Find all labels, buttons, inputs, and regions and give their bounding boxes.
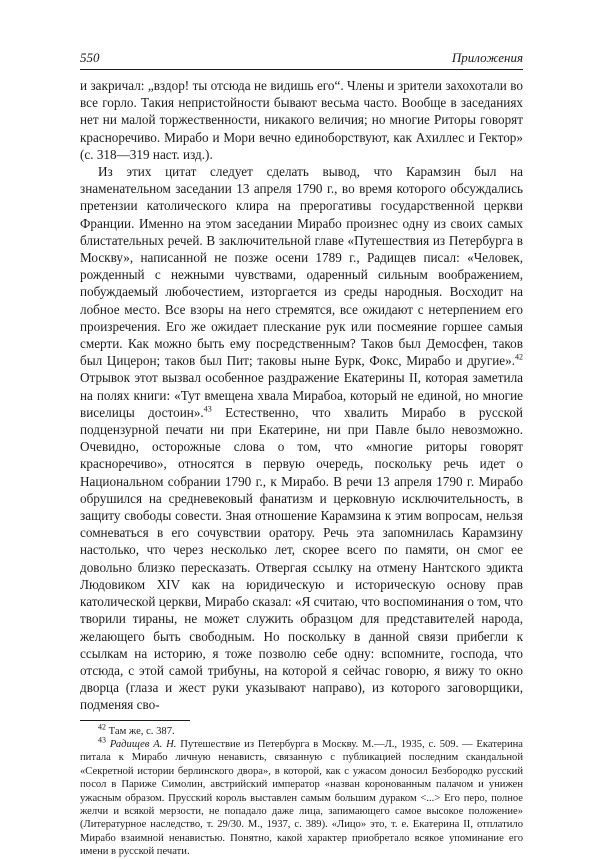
book-page — [80, 50, 523, 859]
footnote-rule — [80, 720, 190, 721]
paragraph-2 — [80, 163, 523, 714]
paragraph-2-part-b: Отрывок этот вызвал особенное раздражение Екатерины II, которая заметила на полях книги: «Тут вмещена хвала Мирабоа, который не единой, но многие виселицы достоин». — [80, 370, 523, 420]
footnotes — [80, 721, 523, 859]
paragraph-1: и закричал: „вздор! ты отсюда не видишь его“. Члены и зрители захохотали во все горло. Такия непристойности бывают весьма часто. Вообще в заседаниях нет ни малой торжественности, никакого величия; но многие Риторы говорят красноречиво. Мирабо и Мори вечно единоборствуют, как Ахиллес и Гектор» (с. 318—319 наст. изд.). — [80, 78, 523, 162]
header-rule — [80, 69, 523, 70]
paragraph-2-part-c: Естественно, что хвалить Мирабо в русской подцензурной печати ни при Екатерине, ни при Павле было невозможно. Очевидно, осторожные слова о том, что «многие риторы говорят красноречиво», относятся в первую очередь, поскольку речь идет о Национальном собрании 1790 г., к Мирабо. В речи 13 апреля 1790 г. Мирабо обрушился на средневековый фанатизм и церковную исключительность, в защиту свободы совести. Зная отношение Карамзина к этим вопросам, нельзя сомневаться в его сочувствии оратору. Речь эта запомнилась Карамзину настолько, что через несколько лет, скорее всего по памяти, он смог ее довольно близко пересказать. Отвергая ссылку на отмену Нантского эдикта Людовиком XIV как на юридическую и историческую основу прав католической церкви, Мирабо сказал: «Я считаю, что воспоминания о том, что творили тираны, не может служить образцом для представителей народа, желающего быть свободным. Но поскольку в данной связи прибегли к ссылкам на историю, я тоже позволю себе одну: вспомните, господа, что отсюда, с этой самой трибуны, на которой я сейчас говорю, я вижу то окно дворца (глаза и жест руки указывают направо), из которого заговорщики, подменяя сво- — [80, 404, 523, 713]
main-text — [80, 77, 523, 714]
footnote-ref-43: 43 — [203, 404, 212, 414]
page-number: 550 — [80, 50, 100, 65]
footnote-42-text: Там же, с. 387. — [108, 725, 175, 737]
section-title: Приложения — [451, 50, 523, 65]
footnote-ref-42: 42 — [515, 352, 523, 362]
footnote-43 — [80, 735, 523, 859]
footnote-43-mark: 43 — [98, 735, 106, 745]
footnote-42-mark: 42 — [98, 721, 106, 731]
footnote-43-text: Путешествие из Петербурга в Москву. М.—Л., 1935, с. 509. — Екатерина питала к Мирабо личную ненависть, связанную с публикацией последним скандальной «Секретной истории берлинского двора», в которой, как с ужасом доносил Безбородко русский посол в Париже Симолин, австрийский император «назван коронованным палачом и унижен ужасным образом. Прусский король выставлен самым большим дураком <...> Его перо, полное желчи и всякой мерзости, не попадало даже лица, запимающего самое высокое положение» (Литературное наследство, т. 29/30. М., 1937, с. 389). «Лицо» это, т. е. Екатерина II, отплатило Мирабо взаимной ненавистью. Понятно, какой характер приобретало всякое упоминание его имени в русской печати. — [80, 738, 523, 858]
running-head — [80, 50, 523, 69]
footnote-43-author: Радищев А. Н. — [109, 738, 177, 750]
paragraph-2-part-a: Из этих цитат следует сделать вывод, что Карамзин был на знаменательном заседании 13 апреля 1790 г., во время которого обсуждались претензии католического клира на прерогативы государственной церкви Франции. Именно на этом заседании Мирабо произнес одну из своих самых блистательных речей. В заключительной главе «Путешествия из Петербурга в Москву», написанной не позже осени 1789 г., Радищев писал: «Человек, рожденный с нежными чувствами, одаренный сильным воображением, побуждаемый любочестием, изторгается из среды народныя. Восходит на лобное место. Все взоры на него стремятся, все ожидают с нетерпением его произречения. Его же ожидает плескание рук или посмеяние горшее самыя смерти. Как можно быть ему посредственным? Таков был Демосфен, таков был Цицерон; таков был Пит; таковы ныне Бурк, Фокс, Мирабо и другие». — [80, 164, 523, 369]
footnote-42 — [80, 721, 523, 738]
